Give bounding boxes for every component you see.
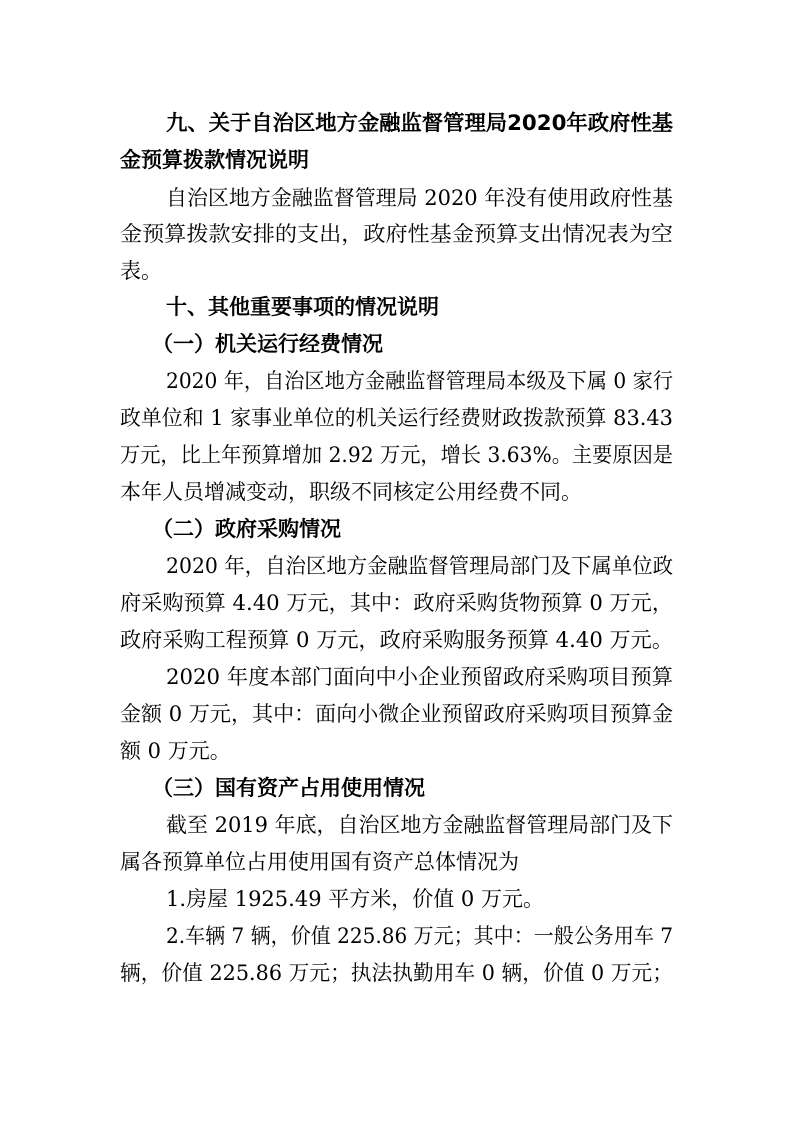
sub3-item1: 1.房屋 1925.49 平方米，价值 0 万元。 xyxy=(166,887,544,911)
section9-heading-line1: 九、关于自治区地方金融监督管理局2020年政府性基 xyxy=(166,111,673,135)
sub2-body2-line3: 额 0 万元。 xyxy=(120,739,231,763)
sub2-body1-line1: 2020 年，自治区地方金融监督管理局部门及下属单位政 xyxy=(166,554,673,578)
section9-heading-line2: 金预算拨款情况说明 xyxy=(120,148,309,172)
sub2-body1-line2: 府采购预算 4.40 万元，其中：政府采购货物预算 0 万元， xyxy=(120,591,673,615)
sub3-heading: （三）国有资产占用使用情况 xyxy=(152,776,425,800)
sub1-heading: （一）机关运行经费情况 xyxy=(152,332,383,356)
sub3-item2-line2: 辆，价值 225.86 万元；执法执勤用车 0 辆，价值 0 万元； xyxy=(120,961,673,985)
section9-body-line1: 自治区地方金融监督管理局 2020 年没有使用政府性基 xyxy=(166,186,673,210)
sub3-item2-line1: 2.车辆 7 辆，价值 225.86 万元；其中：一般公务用车 7 xyxy=(166,924,673,948)
sub2-body1-line3: 政府采购工程预算 0 万元，政府采购服务预算 4.40 万元。 xyxy=(120,628,673,652)
sub1-body-line3: 万元，比上年预算增加 2.92 万元，增长 3.63%。主要原因是 xyxy=(120,443,673,467)
section9-body-line3: 表。 xyxy=(120,259,162,283)
section10-heading: 十、其他重要事项的情况说明 xyxy=(166,295,439,319)
sub2-body2-line1: 2020 年度本部门面向中小企业预留政府采购项目预算 xyxy=(166,665,673,689)
section9-body-line2: 金预算拨款安排的支出，政府性基金预算支出情况表为空 xyxy=(120,222,673,246)
sub3-body-line1: 截至 2019 年底，自治区地方金融监督管理局部门及下 xyxy=(166,813,673,837)
sub2-heading: （二）政府采购情况 xyxy=(152,517,341,541)
sub2-body2-line2: 金额 0 万元，其中：面向小微企业预留政府采购项目预算金 xyxy=(120,702,673,726)
sub3-body-line2: 属各预算单位占用使用国有资产总体情况为 xyxy=(120,850,519,874)
sub1-body-line2: 政单位和 1 家事业单位的机关运行经费财政拨款预算 83.43 xyxy=(120,406,673,430)
sub1-body-line1: 2020 年，自治区地方金融监督管理局本级及下属 0 家行 xyxy=(166,369,673,393)
sub1-body-line4: 本年人员增减变动，职级不同核定公用经费不同。 xyxy=(120,480,582,504)
